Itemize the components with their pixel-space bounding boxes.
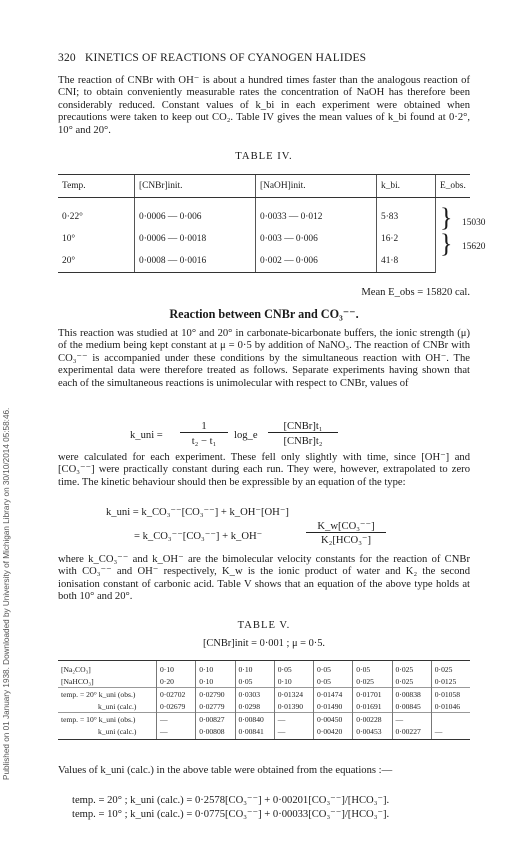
paragraph-5: Values of k_uni (calc.) in the above table were obtained from the equations :— bbox=[58, 765, 393, 776]
eobs-value-1: 15030 bbox=[462, 218, 486, 228]
table-row bbox=[58, 228, 470, 250]
table-cell: 0·01046 bbox=[431, 700, 470, 713]
equation-kinetic-line1: k_uni = k_CO₃⁻⁻[CO₃⁻⁻] + k_OH⁻[OH⁻] bbox=[106, 507, 289, 518]
paragraph-1: The reaction of CNBr with OH⁻ is about a hundred times faster than the analogous reaction of CNI; to obtain conveniently measurable rates the concentration of NaOH has therefore been considerably reduced. Constant values of k_bi in each experiment were obtained when precautions were taken to keep out CO₂. Table IV gives the mean values of k_bi found at 0·2°, 10° and 20°. bbox=[58, 75, 470, 136]
brace-2: } bbox=[440, 229, 453, 258]
download-watermark-text: Published on 01 January 1938. Downloaded by University of Michigan Library on 30/10/2014 05:58:46. bbox=[2, 407, 11, 780]
table4-header-row bbox=[58, 175, 470, 198]
table-cell: — bbox=[157, 713, 196, 726]
table-cell: 0·10 bbox=[235, 661, 274, 676]
table-cell: — bbox=[157, 725, 196, 740]
table-cell: 0·0298 bbox=[235, 700, 274, 713]
cnbr-cell: 0·0008 — 0·0016 bbox=[135, 250, 256, 273]
row-label: temp. = 10° k_uni (obs.) bbox=[58, 713, 157, 726]
table5-subcaption: [CNBr]init = 0·001 ; μ = 0·5. bbox=[202, 638, 326, 649]
row-label: [NaHCO₃] bbox=[61, 676, 94, 686]
table-cell: 0·00838 bbox=[392, 688, 431, 701]
eq1-frac-bot: t₂ − t₁ bbox=[191, 436, 217, 447]
row-label: [Na₂CO₃] bbox=[58, 661, 157, 676]
table-cell: 0·025 bbox=[392, 675, 431, 688]
table-cell: 0·00827 bbox=[196, 713, 235, 726]
table-row bbox=[58, 700, 470, 713]
table-cell: 0·02679 bbox=[157, 700, 196, 713]
table-row bbox=[58, 725, 470, 740]
temp-cell: 0·22° bbox=[62, 212, 83, 222]
table-cell: 0·025 bbox=[353, 675, 392, 688]
table-cell: 0·10 bbox=[157, 661, 196, 676]
eq1-lhs: k_uni = bbox=[130, 430, 163, 441]
temp-cell: 10° bbox=[62, 234, 76, 244]
table-cell: 0·10 bbox=[274, 675, 313, 688]
table-cell: 0·02702 bbox=[157, 688, 196, 701]
table-cell: 0·01324 bbox=[274, 688, 313, 701]
table-cell: — bbox=[274, 725, 313, 740]
table-cell: 0·05 bbox=[314, 661, 353, 676]
eq1-ratio-bot: [CNBr]t₂ bbox=[283, 436, 323, 447]
page-number: 320 bbox=[58, 52, 76, 64]
table-cell: — bbox=[392, 713, 431, 726]
table-cell: 0·05 bbox=[353, 661, 392, 676]
table-cell: — bbox=[274, 713, 313, 726]
section-title: Reaction between CNBr and CO₃⁻⁻. bbox=[169, 307, 359, 321]
table-cell: 0·01474 bbox=[314, 688, 353, 701]
naoh-cell: 0·003 — 0·006 bbox=[256, 228, 377, 250]
table-cell: 0·00227 bbox=[392, 725, 431, 740]
kbi-cell: 16·2 bbox=[377, 228, 436, 250]
table-cell: 0·01691 bbox=[353, 700, 392, 713]
equation-calc-10: temp. = 10° ; k_uni (calc.) = 0·0775[CO₃⁻⁻] + 0·00033[CO₃⁻⁻]/[HCO₃⁻]. bbox=[72, 809, 390, 820]
table-row bbox=[58, 675, 470, 688]
eq2-bot: K₂[HCO₃⁻] bbox=[320, 535, 372, 546]
paragraph-2: This reaction was studied at 10° and 20° in carbonate-bicarbonate buffers, the ionic strength (μ) of the medium being kept constant at μ = 0·5 by addition of NaNO₃. The reaction of CNBr with CO₃⁻⁻ is accompanied under these conditions by the simultaneous reaction with OH⁻. The experimental data were therefore treated as follows. Separate experiments having shown that each of the simultaneous reactions is unimolecular with respect to CNBr, values of bbox=[58, 328, 470, 389]
cnbr-cell: 0·0006 — 0·006 bbox=[135, 198, 256, 229]
table4-header-eobs: E_obs. bbox=[436, 175, 471, 198]
table-cell: 0·025 bbox=[431, 661, 470, 676]
table-row bbox=[58, 661, 470, 676]
eq1-log: log_e bbox=[234, 430, 258, 441]
table-cell: 0·00453 bbox=[353, 725, 392, 740]
table4 bbox=[58, 174, 486, 273]
table-cell: 0·02790 bbox=[196, 688, 235, 701]
cnbr-cell: 0·0006 — 0·0018 bbox=[135, 228, 256, 250]
table-cell: 0·0125 bbox=[431, 675, 470, 688]
eq2-pre: = k_CO₃⁻⁻[CO₃⁻⁻] + k_OH⁻ bbox=[134, 531, 263, 542]
equation-kinetic-line2 bbox=[134, 520, 414, 550]
table-row bbox=[58, 250, 470, 273]
brace-1: } bbox=[440, 203, 453, 232]
eq2-top: K_w[CO₃⁻⁻] bbox=[306, 520, 386, 533]
eobs-cell bbox=[436, 198, 486, 273]
kbi-cell: 5·83 bbox=[377, 198, 436, 229]
table-cell: 0·10 bbox=[196, 675, 235, 688]
table-cell bbox=[431, 713, 470, 726]
table4-header-kbi: k_bi. bbox=[377, 175, 436, 198]
eq1-ratio-top: [CNBr]t₁ bbox=[268, 421, 338, 433]
table-cell: 0·01390 bbox=[274, 700, 313, 713]
table-cell: 0·00228 bbox=[353, 713, 392, 726]
table-cell: 0·20 bbox=[157, 675, 196, 688]
table5-caption: TABLE V. bbox=[237, 620, 291, 631]
running-title: KINETICS OF REACTIONS OF CYANOGEN HALIDES bbox=[84, 52, 367, 64]
table-row bbox=[58, 713, 470, 726]
row-label: k_uni (calc.) bbox=[58, 725, 157, 740]
table4-caption: TABLE IV. bbox=[235, 151, 293, 162]
running-header bbox=[58, 52, 366, 64]
paragraph-4: where k_CO₃⁻⁻ and k_OH⁻ are the bimolecular velocity constants for the reaction of CNBr with CO₃⁻⁻ and OH⁻ respectively, K_w is the ionic product of water and K₂ the second ionisation constant of carbonic acid. Table V shows that an equation of the above type holds at both 10° and 20°. bbox=[58, 554, 470, 603]
table-cell: 0·00845 bbox=[392, 700, 431, 713]
table-cell: 0·05 bbox=[235, 675, 274, 688]
table-cell: — bbox=[431, 725, 470, 740]
kbi-cell: 41·8 bbox=[377, 250, 436, 273]
table4-header-naoh: [NaOH]init. bbox=[256, 175, 377, 198]
table-row bbox=[58, 198, 470, 229]
table-cell: 0·00808 bbox=[196, 725, 235, 740]
paragraph-3: were calculated for each experiment. These fell only slightly with time, since [OH⁻] and [CO₃⁻⁻] were practically constant during each run. They were, however, extrapolated to zero time. The kinetic behaviour should then be expressible by an equation of the type: bbox=[58, 452, 470, 488]
temp-cell: 20° bbox=[58, 250, 135, 273]
table-cell: 0·05 bbox=[314, 675, 353, 688]
table4-mean: Mean E_obs = 15820 cal. bbox=[361, 287, 470, 298]
table-row bbox=[58, 688, 470, 701]
eobs-value-2: 15620 bbox=[462, 242, 486, 252]
table-cell: 0·00420 bbox=[314, 725, 353, 740]
naoh-cell: 0·002 — 0·006 bbox=[256, 250, 377, 273]
download-watermark bbox=[2, 80, 14, 780]
row-label: temp. = 20° k_uni (obs.) bbox=[58, 688, 157, 701]
table-cell: 0·01701 bbox=[353, 688, 392, 701]
table4-header-temp: Temp. bbox=[58, 175, 135, 198]
table-cell: 0·00840 bbox=[235, 713, 274, 726]
row-label: k_uni (calc.) bbox=[98, 701, 137, 711]
table-cell: 0·01058 bbox=[431, 688, 470, 701]
table-cell: 0·05 bbox=[274, 661, 313, 676]
table-cell: 0·0303 bbox=[235, 688, 274, 701]
eq1-frac-top: 1 bbox=[180, 421, 228, 433]
table4-header-cnbr: [CNBr]init. bbox=[135, 175, 256, 198]
table-cell: 0·10 bbox=[196, 661, 235, 676]
table-cell: 0·01490 bbox=[314, 700, 353, 713]
table-cell: 0·025 bbox=[392, 661, 431, 676]
table-cell: 0·00450 bbox=[314, 713, 353, 726]
table-cell: 0·00841 bbox=[235, 725, 274, 740]
naoh-cell: 0·0033 — 0·012 bbox=[256, 198, 377, 229]
table-cell: 0·02779 bbox=[196, 700, 235, 713]
table5 bbox=[58, 660, 470, 740]
equation-calc-20: temp. = 20° ; k_uni (calc.) = 0·2578[CO₃⁻⁻] + 0·00201[CO₃⁻⁻]/[HCO₃⁻]. bbox=[72, 795, 390, 806]
